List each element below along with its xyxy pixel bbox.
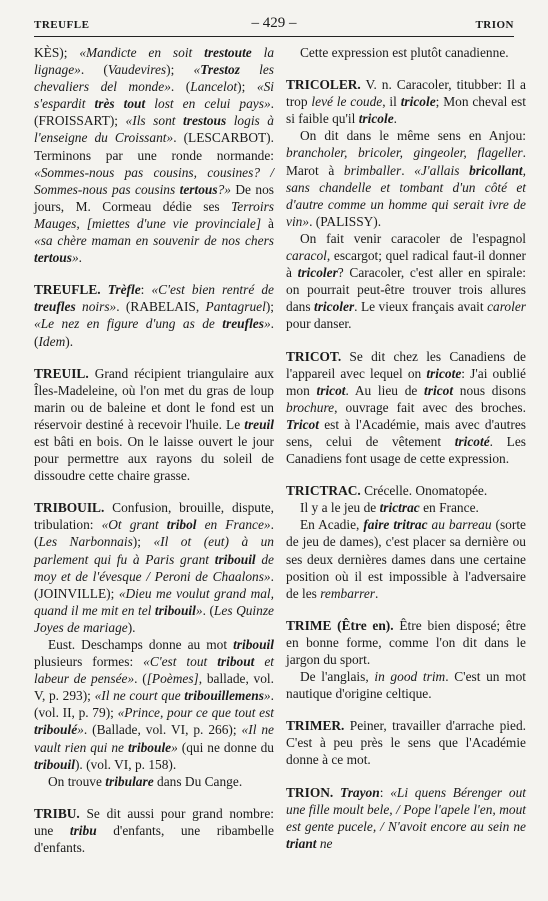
dictionary-entry-tricot xyxy=(286,348,526,468)
headword: TRIME (Être en). xyxy=(286,617,394,633)
headword: TRIBOUIL. xyxy=(34,500,105,516)
entry-text: De l'anglais, in good trim. C'est un mot nautique d'origine celtique. xyxy=(286,669,526,702)
entry-text: KÈS); «Mandicte en soit trestoute la lignage». (Vaudevires); «Trestoz les chevaliers del monde». (Lancelot); «Si s'espardit très tout lost en celui pays». (FROISSART); «Ils sont trestous logis à l'enseigne du Croissant». (LESCARBOT). Terminons par une ronde normande: «Sommes-nous pas cousins, cousines? / Sommes-nous pas cousins tertous?» De nos jours, M. Cormeau dédie ses Terroirs Mauges, [miettes d'une vie provinciale] à «sa chère maman en souvenir de nos chers tertous». xyxy=(34,45,275,266)
entry-text: V. n. Caracoler, titubber: Il a trop levé le coude, il tricole; Mon cheval est si faible qu'il tricole. xyxy=(286,77,526,127)
entry-text: Eust. Deschamps donne au mot tribouil plusieurs formes: «C'est tout tribout et labeur de pensée». ([Poèmes], ballade, vol. V, p. 293); «Il ne court que tribouillemens». (vol. II, p. 79); «Prince, pour ce que tout est triboulé». (Ballade, vol. VI, p. 266); «Il ne vault rien qui ne triboule» (qui ne donne du tribouil). (vol. VI, p. 158). xyxy=(34,637,275,772)
entry-text: Être bien disposé; être en bonne forme, comme l'on dit dans le jargon du sport. xyxy=(286,617,526,667)
headword: TRION. xyxy=(286,784,334,800)
headword: TRIMER. xyxy=(286,718,345,734)
dictionary-entry-trime xyxy=(286,617,526,668)
header-left-word: TREUFLE xyxy=(34,19,90,31)
entry-text: Trèfle: «C'est bien rentré de treufles noirs». (RABELAIS, Pantagruel); «Le nez en figure d'ung as de treufles». (Idem). xyxy=(34,282,274,349)
headword: TREUIL. xyxy=(34,365,89,381)
entry-text: Crécelle. Onomatopée. xyxy=(360,483,488,499)
dictionary-entry-trimer xyxy=(286,717,526,768)
entry-text: Trayon: «Li quens Bérenger out une fille moult bele, / Pope l'apele l'en, mout est gente pucele, / N'avoit encore au sein ne triant ne xyxy=(286,784,526,851)
entry-paragraph-ondit xyxy=(286,127,526,230)
dictionary-entry-tribouil xyxy=(34,499,274,636)
dictionary-entry-treufle xyxy=(34,281,274,349)
entry-text: Il y a le jeu de trictrac en France. xyxy=(300,500,479,516)
headword: TRICOT. xyxy=(286,348,342,364)
entry-paragraph-acadie xyxy=(286,516,526,601)
page-number: – 429 – xyxy=(251,15,297,31)
right-column xyxy=(286,44,526,852)
entry-text: On fait venir caracoler de l'espagnol caracol, escargot; quel radical faut-il donner à tricoler? Caracoler, c'est aller en spirale: on pourrait peut-être trouver trois allures dans tricoler. Le vieux français avait caroler pour danser. xyxy=(286,230,527,332)
entry-text: On trouve tribulare dans Du Cange. xyxy=(48,773,243,789)
dictionary-entry-treuil xyxy=(34,365,274,485)
entry-paragraph-eust xyxy=(34,636,274,773)
dictionary-entry-trion xyxy=(286,784,526,852)
headword: TRIBU. xyxy=(34,805,80,821)
dictionary-entry-trictrac xyxy=(286,482,526,499)
entry-paragraph-kes xyxy=(34,44,274,266)
entry-paragraph-ilya xyxy=(286,499,526,516)
entry-text: Se dit aussi pour grand nombre: une tribu d'enfants, une ribambelle d'enfants. xyxy=(34,805,274,856)
entry-text: Confusion, brouille, dispute, tribulation: «Ot grant tribol en France». (Les Narbonnais); «Il ot (eut) à un parlement qui fu à Paris grant tribouil de moy et de l'évesque / Peroni de Chaalons». (JOINVILLE); «Dieu me voulut grand mal, quand il me mit en tel tribouil». (Les Quinze Joyes de mariage). xyxy=(34,500,275,635)
entry-text: On dit dans le même sens en Anjou: brancholer, bricoler, gingeoler, flageller. Marot à brimballer. «J'allais bricollant, sans chandelle et tombant d'un côté et d'autre comme un homme qui serait ivre de vin». (PALISSY). xyxy=(286,128,526,229)
entry-paragraph-anglais xyxy=(286,668,526,702)
entry-paragraph-onfait xyxy=(286,230,526,333)
entry-text: Grand récipient triangulaire aux Îles-Madeleine, où l'on met du gras de loup marin ou de baleine et dont le fond est un réservoir destiné à recevoir l'huile. Le treuil est bâti en bois. On le laisse ouvert le jour pour permettre aux rayons du soleil de dissoudre cette chaire grasse. xyxy=(34,365,274,484)
headword: TREUFLE. xyxy=(34,282,101,298)
headword: TRICOLER. xyxy=(286,77,361,93)
headword: TRICTRAC. xyxy=(286,483,361,499)
entry-paragraph-trouve xyxy=(34,773,274,790)
header-right-word: TRION xyxy=(475,19,514,31)
left-column xyxy=(34,44,274,856)
running-header xyxy=(34,14,514,37)
dictionary-entry-tricoler xyxy=(286,76,526,127)
dictionary-entry-tribu xyxy=(34,805,274,856)
entry-text: Cette expression est plutôt canadienne. xyxy=(300,45,509,60)
entry-text: En Acadie, faire tritrac au barreau (sorte de jeu de dames), c'est placer sa dernière ou ses deux dernières dames dans une certaine position où il est impossible à l'adversaire de les rembarrer. xyxy=(286,517,526,601)
entry-paragraph-cette xyxy=(286,44,526,61)
entry-text: Se dit chez les Canadiens de l'appareil avec lequel on tricote: J'ai oublié mon tricot. Au lieu de tricot nous disons brochure, ouvrage fait avec des broches. Tricot est à l'Académie, mais avec d'autres sens, celui de vêtement tricoté. Les Canadiens font usage de cette expression. xyxy=(286,348,526,467)
entry-text: Peiner, travailler d'arrache pied. C'est à peu près le sens que l'Académie donne à ce mot. xyxy=(286,718,526,768)
